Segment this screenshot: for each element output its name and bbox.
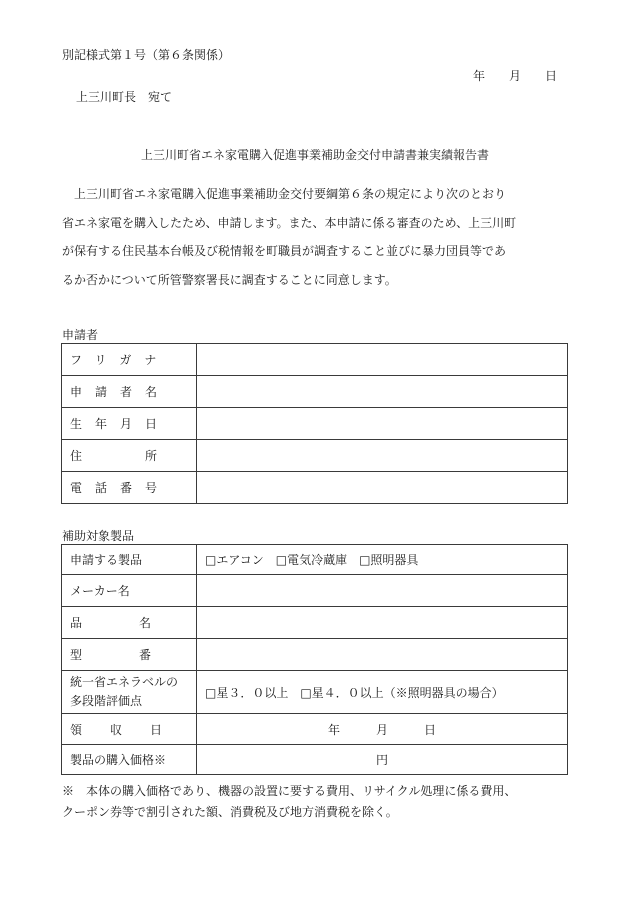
paragraph-line: が保有する住民基本台帳及び税情報を町職員が調査すること並びに暴力団員等であ: [62, 244, 507, 258]
table-row: [62, 344, 568, 376]
model-number-label: 型 番: [62, 639, 197, 671]
paragraph-line: 上三川町省エネ家電購入促進事業補助金交付要綱第６条の規定により次のとおり: [62, 187, 507, 201]
purchase-price-label: 製品の購入価格※: [62, 745, 197, 775]
product-type-options[interactable]: □エアコン □電気冷蔵庫 □照明器具: [197, 545, 568, 575]
purchase-price-field[interactable]: 円: [197, 745, 568, 775]
applicant-section-label: 申請者: [62, 328, 99, 342]
table-row: [62, 376, 568, 408]
address-label: 住 所: [62, 440, 197, 472]
address-field[interactable]: [197, 440, 568, 472]
furigana-field[interactable]: [197, 344, 568, 376]
table-row: [62, 545, 568, 575]
birthdate-label: 生年月日: [62, 408, 197, 440]
applicant-name-label: 申請者名: [62, 376, 197, 408]
note-line: クーポン券等で割引された額、消費税及び地方消費税を除く。: [62, 805, 398, 819]
table-row: [62, 671, 568, 714]
price-note: [62, 781, 582, 823]
product-name-field[interactable]: [197, 607, 568, 639]
energy-rating-label-line2: 多段階評価点: [70, 694, 143, 708]
model-number-field[interactable]: [197, 639, 568, 671]
table-row: [62, 607, 568, 639]
table-row: [62, 714, 568, 745]
paragraph-line: るか否かについて所管警察署長に調査することに同意します。: [62, 272, 397, 287]
energy-rating-label: [62, 671, 197, 714]
product-name-label: 品 名: [62, 607, 197, 639]
furigana-label: フリガナ: [62, 344, 197, 376]
table-row: [62, 440, 568, 472]
energy-rating-options[interactable]: □星３．０以上 □星４．０以上（※照明器具の場合）: [197, 671, 568, 714]
document-title: 上三川町省エネ家電購入促進事業補助金交付申請書兼実績報告書: [140, 148, 489, 162]
receipt-date-label: 領 収 日: [62, 714, 197, 745]
phone-label: 電話番号: [62, 472, 197, 504]
maker-label: メーカー名: [62, 575, 197, 607]
note-line: ※ 本体の購入価格であり、機器の設置に要する費用、リサイクル処理に係る費用、: [62, 784, 517, 798]
table-row: [62, 639, 568, 671]
table-row: [62, 472, 568, 504]
product-type-label: 申請する製品: [62, 545, 197, 575]
product-section-label: 補助対象製品: [62, 529, 135, 543]
phone-field[interactable]: [197, 472, 568, 504]
energy-rating-label-line1: 統一省エネラベルの: [70, 675, 179, 689]
product-table: [61, 544, 568, 775]
maker-field[interactable]: [197, 575, 568, 607]
consent-paragraph: [62, 180, 582, 294]
table-row: [62, 745, 568, 775]
applicant-table: [61, 343, 568, 504]
date-line: 年 月 日: [473, 69, 558, 83]
table-row: [62, 575, 568, 607]
birthdate-field[interactable]: [197, 408, 568, 440]
form-number: 別記様式第１号（第６条関係）: [62, 48, 231, 62]
receipt-date-field[interactable]: 年 月 日: [197, 714, 568, 745]
addressee: 上三川町長 宛て: [76, 90, 173, 104]
paragraph-line: 省エネ家電を購入したため、申請します。また、本申請に係る審査のため、上三川町: [62, 215, 517, 230]
table-row: [62, 408, 568, 440]
applicant-name-field[interactable]: [197, 376, 568, 408]
